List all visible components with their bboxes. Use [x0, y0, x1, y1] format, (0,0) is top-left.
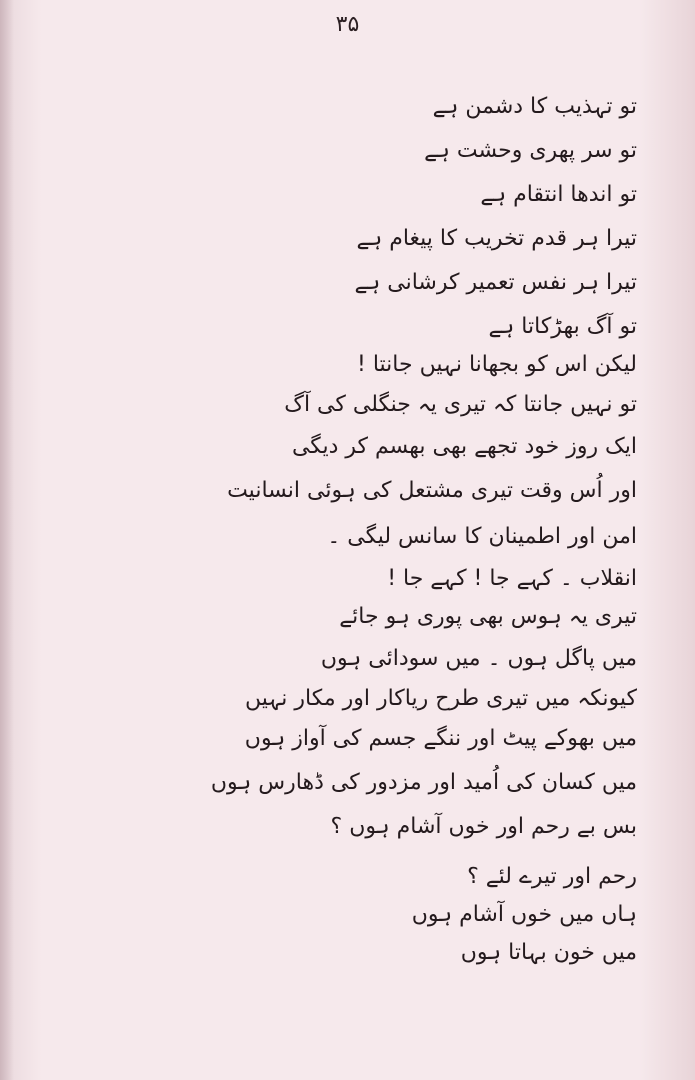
poem-line-2: تو سر پھری وحشت ہے: [424, 138, 637, 163]
poem-line-15: کیونکہ میں تیری طرح ریاکار اور مکار نہیں: [244, 686, 637, 711]
poem-line-17: میں کسان کی اُمید اور مزدور کی ڈھارس ہوں: [210, 770, 637, 795]
poem-line-13: تیری یہ ہوس بھی پوری ہو جائے: [339, 604, 637, 629]
poem-line-20: ہاں میں خوں آشام ہوں: [411, 902, 637, 927]
binding-shadow: [0, 0, 14, 1080]
poem-line-16: میں بھوکے پیٹ اور ننگے جسم کی آواز ہوں: [244, 726, 637, 751]
poem-line-7: لیکن اس کو بجھانا نہیں جانتا !: [357, 352, 637, 377]
poem-line-10: اور اُس وقت تیری مشتعل کی ہوئی انسانیت: [227, 478, 637, 503]
poem-line-19: رحم اور تیرے لئے ؟: [467, 864, 637, 889]
poem-line-4: تیرا ہر قدم تخریب کا پیغام ہے: [356, 226, 637, 251]
page-number: ۳۵: [335, 12, 360, 37]
poem-line-11: امن اور اطمینان کا سانس لیگی ۔: [327, 524, 637, 549]
poem-line-3: تو اندھا انتقام ہے: [480, 182, 637, 207]
poem-line-9: ایک روز خود تجھے بھی بھسم کر دیگی: [291, 434, 637, 459]
poem-line-21: میں خون بہاتا ہوں: [460, 940, 637, 965]
poem-line-5: تیرا ہر نفس تعمیر کرشانی ہے: [354, 270, 637, 295]
poem-line-12: انقلاب ۔ کہے جا ! کہے جا !: [387, 566, 637, 591]
poem-line-14: میں پاگل ہوں ۔ میں سودائی ہوں: [320, 646, 637, 671]
poem-line-18: بس بے رحم اور خوں آشام ہوں ؟: [330, 814, 637, 839]
poem-line-1: تو تہذیب کا دشمن ہے: [432, 94, 637, 119]
poem-line-6: تو آگ بھڑکاتا ہے: [488, 314, 637, 339]
poem-line-8: تو نہیں جانتا کہ تیری یہ جنگلی کی آگ: [284, 392, 637, 417]
